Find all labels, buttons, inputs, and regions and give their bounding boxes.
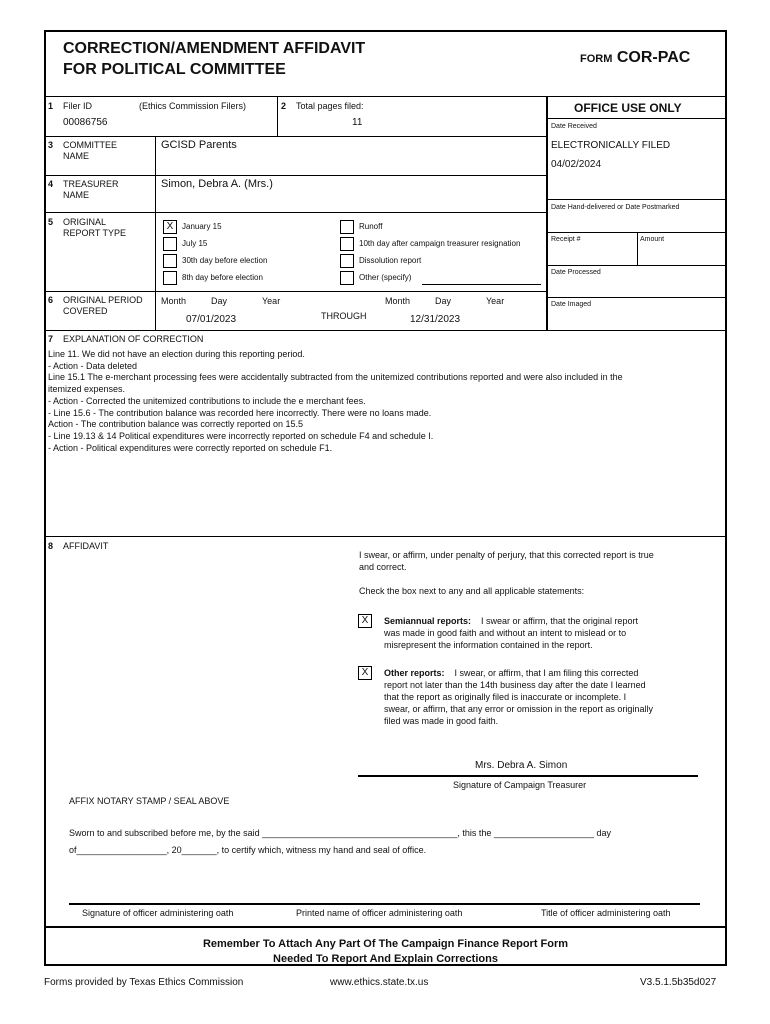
explanation-line: Line 15.1 The e-merchant processing fees were accidentally subtracted from the unitemized contributions reported and were also included in the bbox=[48, 372, 623, 383]
semiannual-line2: was made in good faith and without an intent to mislead or to bbox=[384, 628, 627, 638]
explanation-line: - Action - Data deleted bbox=[48, 360, 138, 371]
sworn-statement-line2: of__________________, 20_______, to certify which, witness my hand and seal of office. bbox=[69, 845, 427, 855]
explanation-line: itemized expenses. bbox=[48, 384, 126, 395]
section-7-number: 7 bbox=[48, 334, 54, 344]
explanation-line: Line 11. We did not have an election during this reporting period. bbox=[48, 349, 305, 359]
semiannual-line1: I swear or affirm, that the original report bbox=[481, 616, 638, 626]
footer-version: V3.5.1.5b35d027 bbox=[640, 977, 717, 988]
reminder-note bbox=[44, 937, 727, 967]
treasurer-signature-line bbox=[358, 775, 698, 777]
filer-id-label: Filer ID bbox=[63, 101, 92, 111]
section-1-number: 1 bbox=[48, 101, 54, 111]
treasurer-name-value: Simon, Debra A. (Mrs.) bbox=[161, 178, 273, 190]
other-reports-line4: swear, or affirm, that any error or omission in the report as originally bbox=[384, 704, 653, 714]
explanation-line: - Action - Political expenditures were correctly reported on schedule F1. bbox=[48, 442, 333, 453]
explanation-label: EXPLANATION OF CORRECTION bbox=[63, 334, 204, 344]
treasurer-signature-caption: Signature of Campaign Treasurer bbox=[453, 780, 587, 790]
other-specify-line bbox=[422, 284, 541, 285]
period-label-line2: COVERED bbox=[63, 306, 108, 316]
period-label bbox=[63, 295, 143, 317]
semiannual-title: Semiannual reports: bbox=[384, 616, 472, 626]
other-reports-line1: I swear, or affirm, that I am filing this corrected bbox=[454, 668, 639, 678]
checkbox-semiannual[interactable]: X bbox=[358, 614, 372, 628]
report-type-label-line2: REPORT TYPE bbox=[63, 228, 127, 238]
checkbox-30th-day[interactable] bbox=[163, 254, 177, 268]
checkbox-10th-day-resignation[interactable] bbox=[340, 237, 354, 251]
office-use-title: OFFICE USE ONLY bbox=[574, 101, 682, 115]
section-3-number: 3 bbox=[48, 140, 54, 150]
section-6-number: 6 bbox=[48, 295, 54, 305]
filer-id-sublabel: (Ethics Commission Filers) bbox=[139, 101, 247, 111]
committee-label-line2: NAME bbox=[63, 151, 90, 161]
officer-title-caption: Title of officer administering oath bbox=[541, 908, 671, 918]
explanation-line: - Line 19.13 & 14 Political expenditures were incorrectly reported on schedule F4 and schedule I. bbox=[48, 430, 434, 441]
treasurer-label-line2: NAME bbox=[63, 190, 90, 200]
option-dissolution-label: Dissolution report bbox=[359, 256, 422, 265]
section-2-number: 2 bbox=[281, 101, 287, 111]
affidavit-label: AFFIDAVIT bbox=[63, 541, 109, 551]
receipt-label: Receipt # bbox=[551, 236, 581, 243]
officer-signature-caption: Signature of officer administering oath bbox=[82, 908, 234, 918]
swear-line1: I swear, or affirm, under penalty of perjury, that this corrected report is true bbox=[359, 550, 654, 560]
other-reports-line2: report not later than the 14th business day after the date I learned bbox=[384, 680, 646, 690]
pages-value: 11 bbox=[352, 117, 363, 128]
committee-name-value: GCISD Parents bbox=[161, 139, 237, 151]
section-8-number: 8 bbox=[48, 541, 54, 551]
option-10th-day-resignation-label: 10th day after campaign treasurer resignation bbox=[359, 239, 521, 248]
form-code-value: COR-PAC bbox=[616, 49, 691, 66]
swear-line2: and correct. bbox=[359, 561, 407, 572]
period-label-line1: ORIGINAL PERIOD bbox=[63, 295, 143, 305]
checkbox-july-15[interactable] bbox=[163, 237, 177, 251]
option-january-15-label: January 15 bbox=[182, 222, 222, 231]
form-title-line1: CORRECTION/AMENDMENT AFFIDAVIT bbox=[63, 40, 366, 57]
report-type-label bbox=[63, 217, 126, 239]
treasurer-label bbox=[63, 179, 119, 201]
other-reports-line3: that the report as originally filed is inaccurate or incomplete. I bbox=[384, 692, 627, 702]
check-instruction: Check the box next to any and all applicable statements: bbox=[359, 586, 585, 596]
officer-printed-name-caption: Printed name of officer administering oath bbox=[296, 908, 463, 918]
report-type-label-line1: ORIGINAL bbox=[63, 217, 107, 227]
committee-label-line1: COMMITTEE bbox=[63, 140, 117, 150]
option-8th-day-label: 8th day before election bbox=[182, 273, 263, 282]
start-month-label: Month bbox=[161, 296, 187, 306]
date-imaged-label: Date Imaged bbox=[551, 301, 592, 308]
checkbox-runoff[interactable] bbox=[340, 220, 354, 234]
form-title-line2: FOR POLITICAL COMMITTEE bbox=[63, 61, 286, 78]
other-reports-line5: filed was made in good faith. bbox=[384, 716, 499, 726]
form-code bbox=[580, 49, 690, 67]
start-year-label: Year bbox=[262, 296, 281, 306]
explanation-text bbox=[48, 349, 720, 454]
filed-date-value: 04/02/2024 bbox=[551, 159, 602, 170]
checkbox-january-15[interactable]: X bbox=[163, 220, 177, 234]
form-title bbox=[63, 38, 365, 80]
checkbox-8th-day[interactable] bbox=[163, 271, 177, 285]
filer-id-value: 00086756 bbox=[63, 117, 108, 128]
swear-statement bbox=[359, 550, 654, 573]
reminder-line1: Remember To Attach Any Part Of The Campaign Finance Report Form bbox=[202, 938, 569, 950]
period-start-value: 07/01/2023 bbox=[186, 314, 237, 325]
other-reports-statement bbox=[384, 667, 653, 727]
date-hand-delivered-label: Date Hand-delivered or Date Postmarked bbox=[551, 204, 680, 211]
date-received-label: Date Received bbox=[551, 123, 597, 130]
option-runoff-label: Runoff bbox=[359, 222, 383, 231]
section-4-number: 4 bbox=[48, 179, 54, 189]
checkbox-dissolution[interactable] bbox=[340, 254, 354, 268]
amount-label: Amount bbox=[640, 236, 665, 243]
committee-label bbox=[63, 140, 117, 162]
pages-label: Total pages filed: bbox=[296, 101, 364, 111]
other-reports-title: Other reports: bbox=[384, 668, 445, 678]
date-processed-label: Date Processed bbox=[551, 269, 601, 276]
explanation-line: Action - The contribution balance was correctly reported on 15.5 bbox=[48, 419, 303, 430]
electronically-filed-label: ELECTRONICALLY FILED bbox=[551, 140, 671, 151]
option-other-label: Other (specify) bbox=[359, 273, 412, 282]
checkbox-other[interactable] bbox=[340, 271, 354, 285]
notary-stamp-label: AFFIX NOTARY STAMP / SEAL ABOVE bbox=[69, 796, 230, 806]
period-end-value: 12/31/2023 bbox=[410, 314, 461, 325]
start-day-label: Day bbox=[211, 296, 228, 306]
section-5-number: 5 bbox=[48, 217, 54, 227]
semiannual-line3: misrepresent the information contained in the report. bbox=[384, 640, 593, 650]
reminder-line2: Needed To Report And Explain Corrections bbox=[273, 953, 498, 965]
through-label: THROUGH bbox=[321, 311, 367, 321]
officer-signature-line bbox=[69, 903, 700, 905]
explanation-line: - Line 15.6 - The contribution balance was recorded here incorrectly. There were no loans made. bbox=[48, 407, 432, 418]
option-july-15-label: July 15 bbox=[182, 239, 208, 248]
footer-provider: Forms provided by Texas Ethics Commission bbox=[44, 977, 244, 988]
footer-website-link[interactable]: www.ethics.state.tx.us bbox=[330, 977, 429, 988]
treasurer-signature: Mrs. Debra A. Simon bbox=[475, 760, 568, 771]
explanation-line: - Action - Corrected the unitemized contributions to include the e merchant fees. bbox=[48, 395, 366, 406]
form-prefix: FORM bbox=[580, 53, 613, 65]
sworn-statement-line1: Sworn to and subscribed before me, by the said _______________________________________, this the ____________________ day bbox=[69, 828, 611, 838]
checkbox-other-reports[interactable]: X bbox=[358, 666, 372, 680]
end-day-label: Day bbox=[435, 296, 452, 306]
end-month-label: Month bbox=[385, 296, 411, 306]
semiannual-statement bbox=[384, 615, 638, 651]
option-30th-day-label: 30th day before election bbox=[182, 256, 268, 265]
treasurer-label-line1: TREASURER bbox=[63, 179, 119, 189]
end-year-label: Year bbox=[486, 296, 505, 306]
